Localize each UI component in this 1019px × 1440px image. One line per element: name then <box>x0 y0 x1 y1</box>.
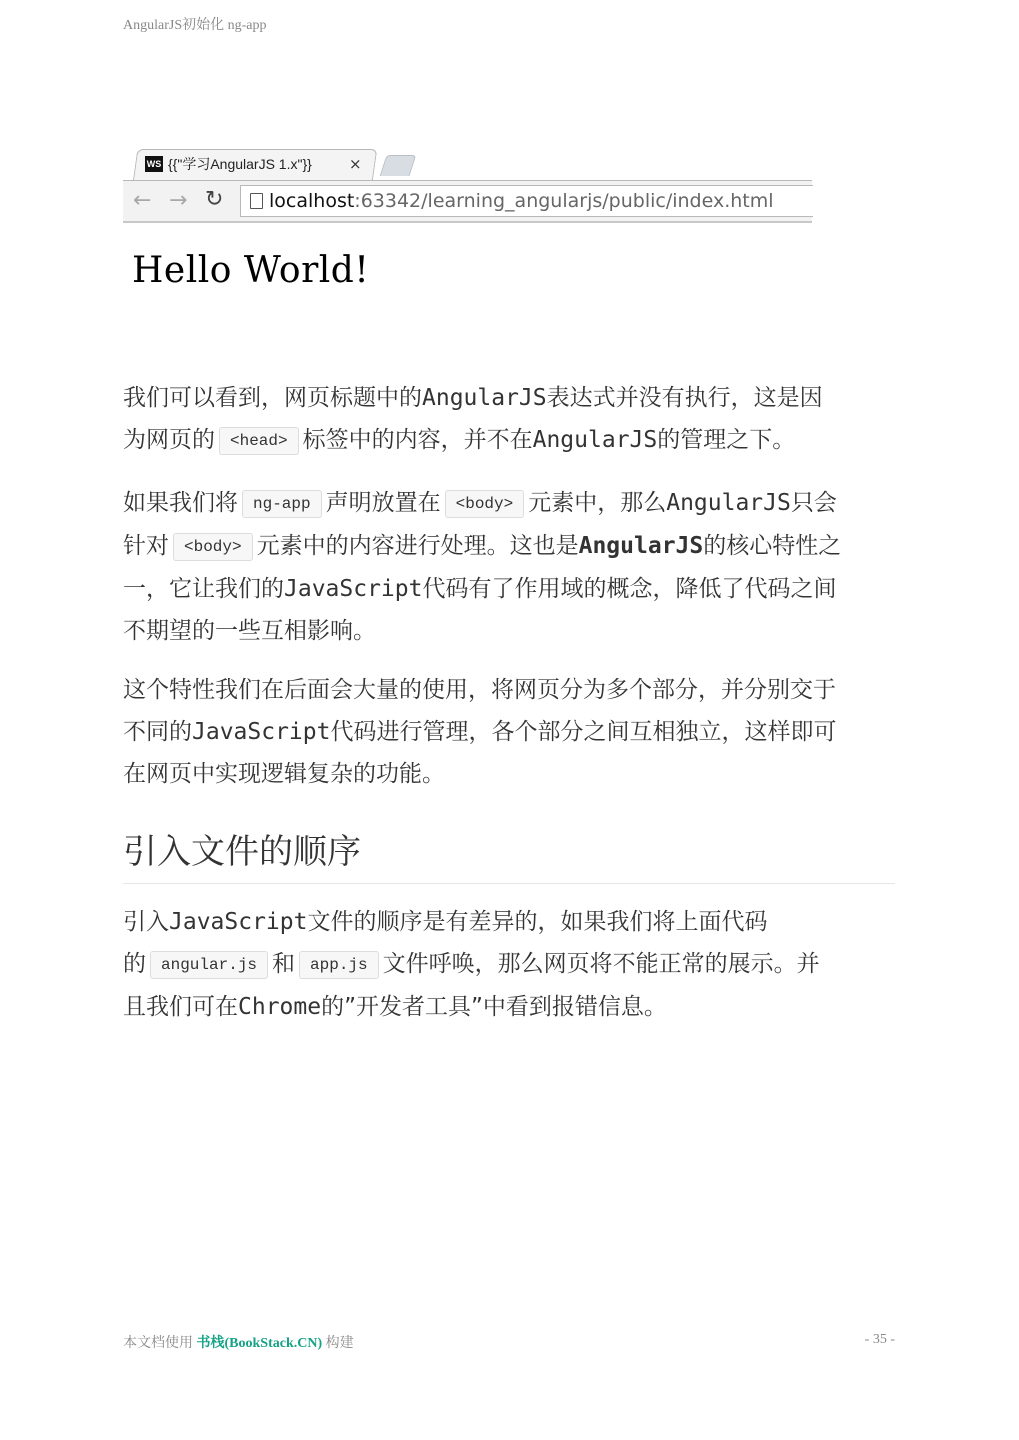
text: 的 <box>123 951 146 977</box>
text: 表达式并没有执行，这是因 <box>546 385 823 411</box>
text: 文件呼唤，那么网页将不能正常的展示。并 <box>382 951 820 977</box>
inline-term: JavaScript <box>169 909 308 935</box>
text: 为网页的 <box>123 427 215 453</box>
browser-toolbar <box>123 181 812 223</box>
inline-code: ng-app <box>242 490 322 518</box>
address-bar <box>240 185 813 217</box>
footer-credit <box>123 1332 354 1352</box>
text: 且我们可在 <box>123 994 238 1020</box>
text: 我们可以看到，网页标题中的 <box>123 385 422 411</box>
close-icon: × <box>349 155 362 173</box>
paragraph <box>123 669 895 795</box>
browser-screenshot <box>123 147 812 225</box>
bold-term: AngularJS <box>578 533 704 559</box>
tab-strip <box>123 147 812 181</box>
text-line <box>123 986 895 1028</box>
bookstack-link[interactable]: 书栈(BookStack.CN) <box>196 1336 323 1351</box>
text: 针对 <box>123 533 169 559</box>
paragraph <box>123 901 895 1028</box>
text-line: 不期望的一些互相影响。 <box>123 618 376 644</box>
url-host: localhost <box>269 190 355 212</box>
text: 标签中的内容，并不在 <box>302 427 533 453</box>
text: 的管理之下。 <box>657 427 796 453</box>
inline-code: <head> <box>219 427 299 455</box>
text: 和 <box>272 951 296 977</box>
forward-arrow-icon: → <box>169 188 188 213</box>
text: 如果我们将 <box>123 490 238 516</box>
text: 引入 <box>123 909 169 935</box>
text: 声明放置在 <box>325 490 441 516</box>
text: 一，它让我们的 <box>123 576 284 602</box>
text: 不同的 <box>123 719 192 745</box>
text-line <box>123 525 895 568</box>
inline-term: Chrome <box>238 994 322 1020</box>
inline-code: angular.js <box>150 951 268 979</box>
reload-icon: ↻ <box>205 187 224 212</box>
hello-world-output: Hello World! <box>132 250 370 291</box>
text-line <box>123 568 895 610</box>
paragraph <box>123 482 895 652</box>
new-tab-button <box>380 155 417 176</box>
text-line <box>123 419 895 462</box>
text-line: 这个特性我们在后面会大量的使用，将网页分为多个部分，并分别交于 <box>123 677 836 703</box>
text-line <box>123 377 895 419</box>
inline-code: app.js <box>299 951 379 979</box>
inline-term: AngularJS <box>422 385 547 411</box>
inline-term: AngularJS <box>532 427 658 453</box>
inline-term: JavaScript <box>192 719 331 745</box>
tab-content <box>145 153 312 175</box>
page-number: - 35 - <box>864 1332 895 1347</box>
tab-title: {{"学习AngularJS 1.x"}} <box>168 156 312 172</box>
text: 的核心特性之 <box>703 533 842 559</box>
text: 元素中的内容进行处理。这也是 <box>256 533 579 559</box>
text-line <box>123 901 895 943</box>
footer-suffix: 构建 <box>325 1336 354 1351</box>
url-path: :63342/learning_angularjs/public/index.html <box>354 190 774 212</box>
text-line <box>123 943 895 986</box>
section-heading: 引入文件的顺序 <box>123 832 361 872</box>
inline-code: <body> <box>173 533 253 561</box>
text: 的”开发者工具”中看到报错信息。 <box>321 994 667 1020</box>
text: 元素中，那么 <box>528 490 667 516</box>
webstorm-icon: WS <box>145 156 163 172</box>
text: 文件的顺序是有差异的，如果我们将上面代码 <box>307 909 768 935</box>
heading-divider <box>123 883 895 884</box>
back-arrow-icon: ← <box>133 188 152 213</box>
footer-prefix: 本文档使用 <box>123 1336 193 1351</box>
text: 只会 <box>790 490 837 516</box>
running-header: AngularJS初始化 ng-app <box>123 18 267 33</box>
text: 代码有了作用域的概念，降低了代码之间 <box>422 576 837 602</box>
inline-code: <body> <box>445 490 525 518</box>
text-line: 在网页中实现逻辑复杂的功能。 <box>123 761 445 787</box>
text-line <box>123 482 895 525</box>
inline-term: JavaScript <box>284 576 423 602</box>
text: 代码进行管理，各个部分之间互相独立，这样即可 <box>330 719 837 745</box>
paragraph <box>123 377 895 462</box>
inline-term: AngularJS <box>666 490 791 516</box>
page-icon <box>250 193 263 209</box>
text-line <box>123 711 895 753</box>
